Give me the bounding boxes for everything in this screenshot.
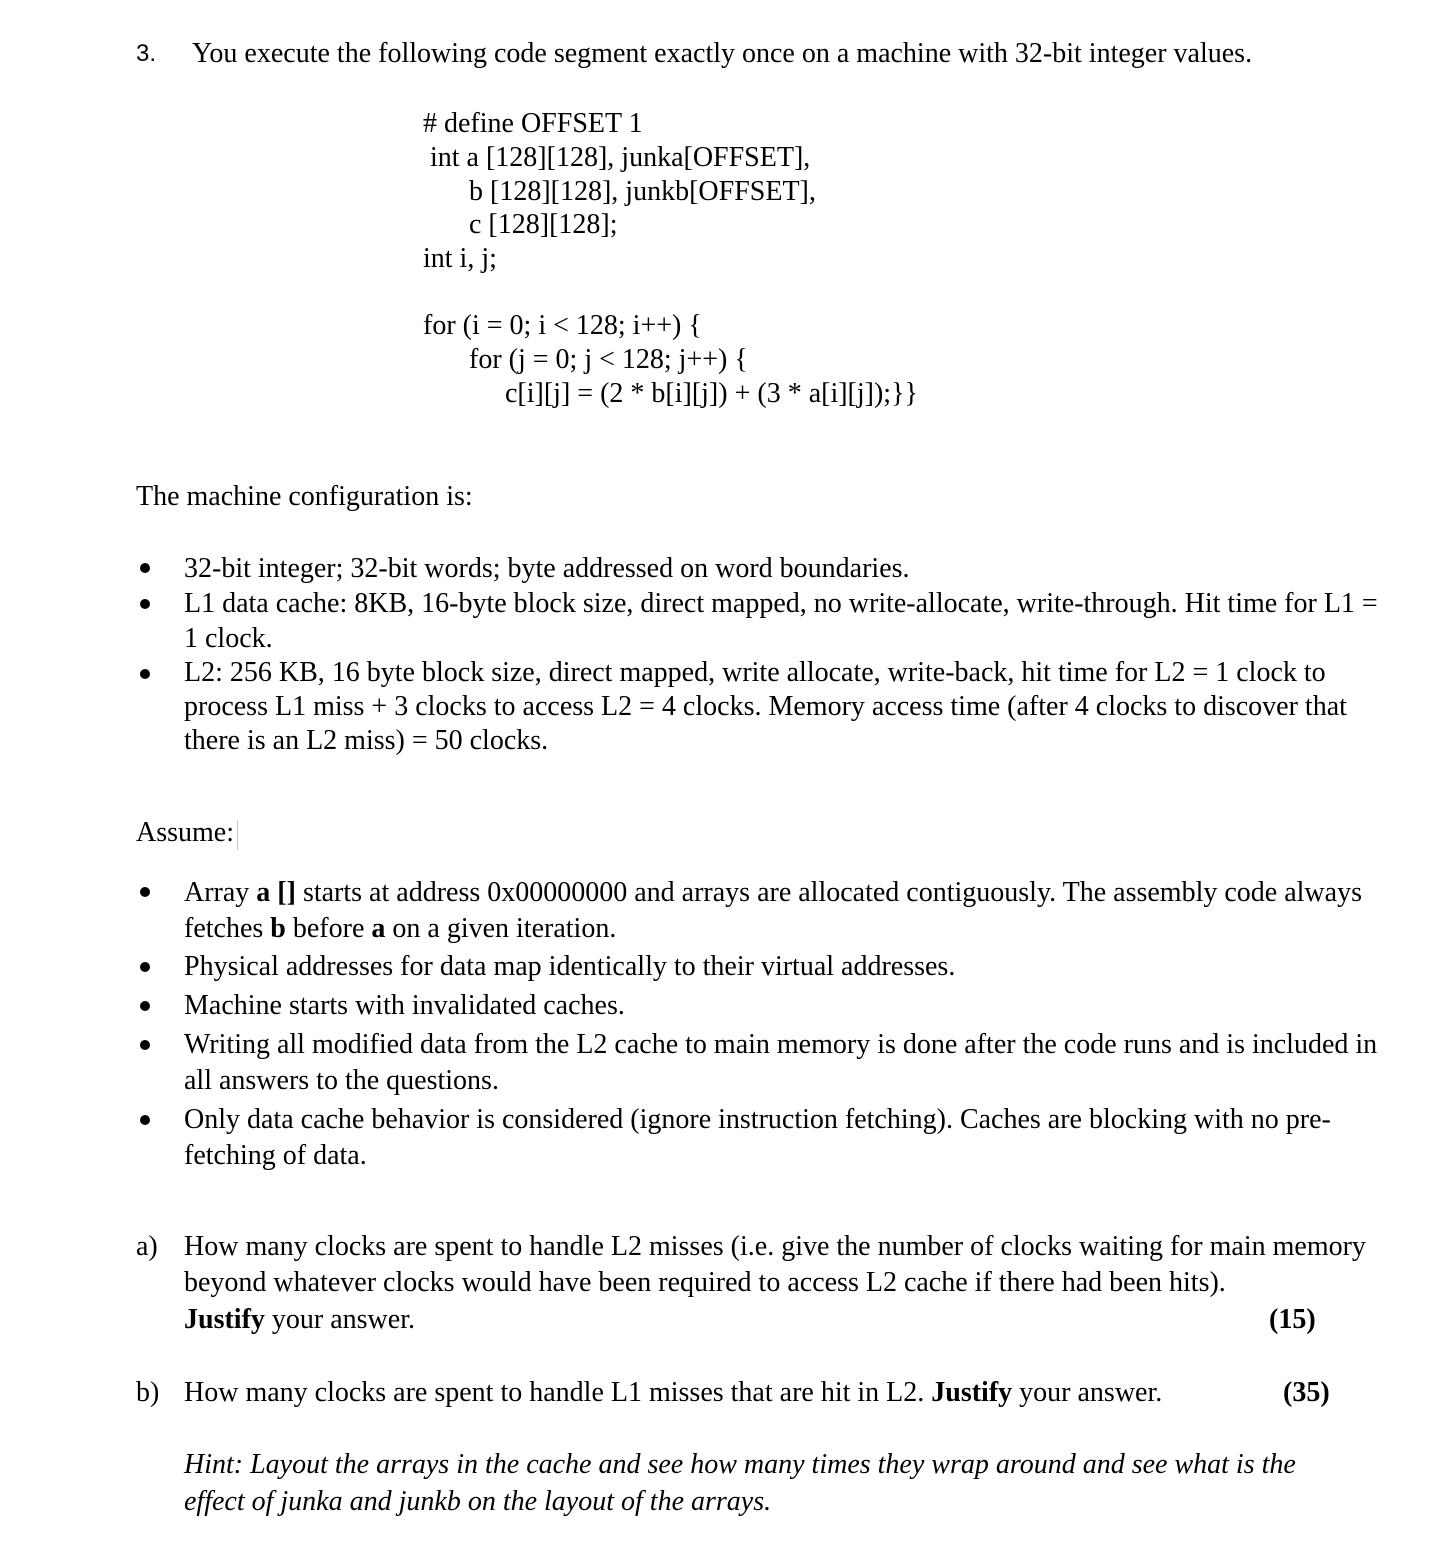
bullet-dot bbox=[140, 563, 150, 573]
text-cursor bbox=[237, 820, 238, 850]
assume-item-array-a-b2: b bbox=[270, 913, 286, 944]
part-b-justify-tail: your answer. bbox=[1012, 1377, 1163, 1408]
part-a-label: a) bbox=[136, 1231, 158, 1262]
config-item-l2: L2: 256 KB, 16 byte block size, direct mapped, write allocate, write-back, hit time for L2 = 1 clock to process L1 miss + 3 clocks to access L2 = 4 clocks. Memory access time (after 4 clocks to discover that there is an L2 miss) = 50 clocks. bbox=[184, 657, 1347, 756]
code-line-int-ij: int i, j; bbox=[423, 243, 497, 274]
bullet-dot bbox=[140, 1001, 150, 1011]
bullet-dot bbox=[140, 962, 150, 972]
bullet-dot bbox=[140, 1040, 150, 1050]
code-line-body: c[i][j] = (2 * b[i][j]) + (3 * a[i][j]);}} bbox=[505, 378, 918, 409]
part-a-justify-tail: your answer. bbox=[264, 1304, 415, 1335]
part-b-text-main: How many clocks are spent to handle L1 misses that are hit in L2. bbox=[184, 1377, 932, 1408]
question-number: 3. bbox=[136, 40, 157, 67]
assume-heading-text: Assume: bbox=[136, 817, 234, 848]
assume-item-invalidated: Machine starts with invalidated caches. bbox=[184, 990, 625, 1021]
part-a-text: How many clocks are spent to handle L2 misses (i.e. give the number of clocks waiting for main memory beyond whatever clocks would have been required to access L2 cache if there had been hits). bbox=[184, 1231, 1366, 1298]
assume-item-array-a-b1: a [] bbox=[256, 877, 296, 908]
code-line-for-i: for (i = 0; i < 128; i++) { bbox=[423, 310, 702, 341]
hint-line-2-text: effect of junka and junkb on the layout of the arrays. bbox=[184, 1486, 772, 1517]
part-b-points-value: (35) bbox=[1283, 1377, 1330, 1408]
config-item-words: 32-bit integer; 32-bit words; byte addressed on word boundaries. bbox=[184, 553, 910, 584]
part-b-label: b) bbox=[136, 1377, 160, 1408]
code-line-for-j: for (j = 0; j < 128; j++) { bbox=[469, 344, 748, 375]
assume-item-data-only: Only data cache behavior is considered (ignore instruction fetching). Caches are blocking with no pre-fetching of data. bbox=[184, 1104, 1331, 1171]
hint-line-2 bbox=[184, 1484, 771, 1520]
bullet-dot bbox=[140, 599, 150, 609]
config-item-l1: L1 data cache: 8KB, 16-byte block size, direct mapped, no write-allocate, write-through. Hit time for L1 = 1 clock. bbox=[184, 588, 1378, 654]
hint-line-1-text: Hint: Layout the arrays in the cache and see how many times they wrap around and see what is the bbox=[184, 1449, 1296, 1480]
assume-item-array-a-p1: Array bbox=[184, 877, 257, 908]
assume-item-array-a-p4: on a given iteration. bbox=[385, 913, 617, 944]
code-line-c: c [128][128]; bbox=[469, 209, 618, 240]
part-a-points-value: (15) bbox=[1269, 1304, 1316, 1335]
assume-item-array-a-b3: a bbox=[371, 913, 386, 944]
assume-item-array-a bbox=[184, 875, 1384, 947]
assume-item-physical: Physical addresses for data map identically to their virtual addresses. bbox=[184, 951, 956, 982]
assume-item-writeback: Writing all modified data from the L2 cache to main memory is done after the code runs and is included in all answers to the questions. bbox=[184, 1029, 1378, 1096]
assume-item-array-a-p2: starts at address 0x00000000 and arrays are allocated contiguously. The assembly code always fetches bbox=[184, 877, 1362, 944]
part-a-justify-bold: Justify bbox=[184, 1304, 265, 1335]
part-b-justify-bold: Justify bbox=[931, 1377, 1013, 1408]
assume-heading bbox=[136, 815, 238, 851]
config-heading: The machine configuration is: bbox=[136, 481, 473, 512]
assume-item-array-a-p3: before bbox=[285, 913, 372, 944]
hint-line-1 bbox=[184, 1447, 1296, 1483]
code-line-define: # define OFFSET 1 bbox=[423, 108, 643, 139]
bullet-dot bbox=[140, 669, 150, 679]
bullet-dot bbox=[140, 1115, 150, 1125]
code-line-int-a: int a [128][128], junka[OFFSET], bbox=[423, 142, 811, 173]
part-a-justify bbox=[184, 1302, 415, 1338]
part-b-points bbox=[1283, 1375, 1330, 1411]
bullet-dot bbox=[140, 887, 150, 897]
question-intro: You execute the following code segment exactly once on a machine with 32-bit integer values. bbox=[192, 38, 1253, 69]
code-line-b: b [128][128], junkb[OFFSET], bbox=[469, 176, 816, 207]
part-b-text bbox=[184, 1375, 1162, 1411]
part-a-points bbox=[1269, 1302, 1316, 1338]
